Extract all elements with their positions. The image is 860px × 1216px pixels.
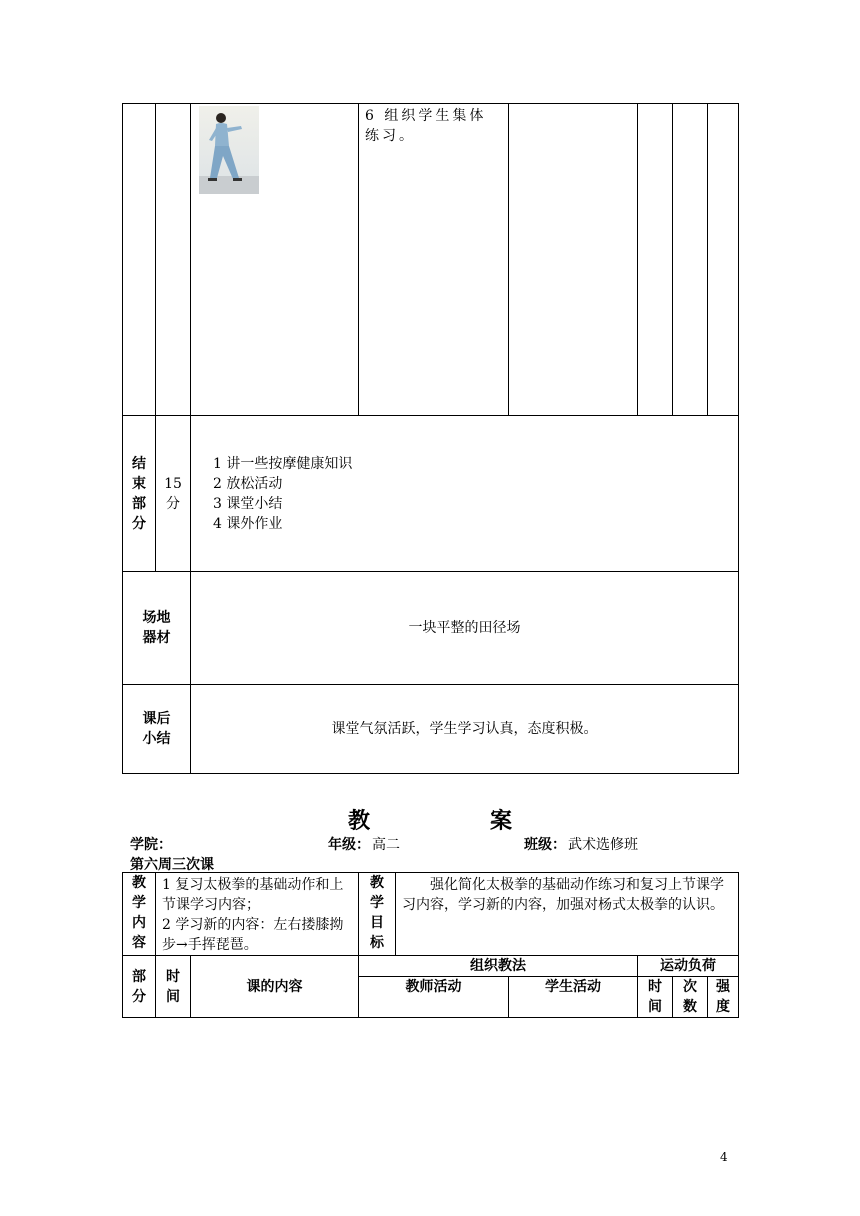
venue-value: 一块平整的田径场 bbox=[191, 572, 739, 685]
venue-label: 场地 器材 bbox=[123, 572, 191, 685]
load-intensity-cell bbox=[708, 104, 739, 416]
continuation-row bbox=[123, 104, 739, 416]
ending-time-cell bbox=[156, 416, 191, 572]
lesson-table-bottom bbox=[122, 872, 739, 1018]
grade-value: 高二 bbox=[372, 837, 400, 853]
taiji-practice-photo bbox=[199, 106, 259, 194]
teaching-goal-text: 强化简化太极拳的基础动作练习和复习上节课学习内容，学习新的内容，加强对杨式太极拳的认识。 bbox=[402, 877, 725, 913]
title-char-1: 教 bbox=[348, 809, 371, 834]
teaching-content-item: 2 学习新的内容：左右搂膝拗步→手挥琵琶。 bbox=[162, 917, 344, 953]
ending-item: 2 放松活动 bbox=[213, 475, 283, 492]
teaching-goal-label: 教 学 目 标 bbox=[359, 873, 396, 956]
summary-row bbox=[123, 685, 739, 774]
summary-label: 课后 小结 bbox=[123, 685, 191, 774]
college-label: 学院： bbox=[130, 837, 172, 853]
content-cell bbox=[191, 104, 359, 416]
load-intensity-header: 强 度 bbox=[708, 977, 739, 1018]
ending-content-cell bbox=[191, 416, 739, 572]
teaching-goal-cell bbox=[396, 873, 739, 956]
ending-item: 1 讲一些按摩健康知识 bbox=[213, 455, 353, 472]
info-line bbox=[130, 834, 750, 854]
ending-section-row bbox=[123, 416, 739, 572]
teaching-content-cell bbox=[156, 873, 359, 956]
load-time-header: 时 间 bbox=[638, 977, 673, 1018]
load-time-cell bbox=[638, 104, 673, 416]
time-cell bbox=[156, 104, 191, 416]
grade-label: 年级： bbox=[328, 837, 370, 853]
class-label: 班级： bbox=[524, 837, 566, 853]
teaching-content-item: 1 复习太极拳的基础动作和上节课学习内容； bbox=[162, 877, 344, 913]
goal-row bbox=[123, 873, 739, 956]
student-activity-cell bbox=[509, 104, 638, 416]
ending-item: 4 课外作业 bbox=[213, 515, 283, 532]
taiji-figure-icon bbox=[199, 106, 259, 194]
load-count-header: 次 数 bbox=[673, 977, 708, 1018]
teacher-activity-cell bbox=[359, 104, 509, 416]
title-char-2: 案 bbox=[490, 809, 513, 834]
ending-time-value: 15 bbox=[164, 475, 182, 492]
header-row-1 bbox=[123, 956, 739, 977]
class-value: 武术选修班 bbox=[568, 837, 638, 853]
week-label: 第六周三次课 bbox=[130, 857, 214, 873]
teacher-activity-header: 教师活动 bbox=[359, 977, 509, 1018]
load-header: 运动负荷 bbox=[638, 956, 739, 977]
method-header: 组织教法 bbox=[359, 956, 638, 977]
page-number: 4 bbox=[720, 1150, 728, 1164]
part-header: 部 分 bbox=[123, 956, 156, 1018]
student-activity-header: 学生活动 bbox=[509, 977, 638, 1018]
venue-row bbox=[123, 572, 739, 685]
time-header: 时 间 bbox=[156, 956, 191, 1018]
ending-item: 3 课堂小结 bbox=[213, 495, 283, 512]
content-header: 课的内容 bbox=[191, 956, 359, 1018]
ending-section-label: 结 束 部 分 bbox=[123, 416, 156, 572]
teaching-content-label: 教 学 内 容 bbox=[123, 873, 156, 956]
load-count-cell bbox=[673, 104, 708, 416]
ending-time-unit: 分 bbox=[166, 495, 180, 512]
lesson-table-top bbox=[122, 103, 739, 774]
summary-value: 课堂气氛活跃，学生学习认真，态度积极。 bbox=[191, 685, 739, 774]
item-6-text: 6 组织学生集体练习。 bbox=[365, 108, 487, 144]
part-cell bbox=[123, 104, 156, 416]
